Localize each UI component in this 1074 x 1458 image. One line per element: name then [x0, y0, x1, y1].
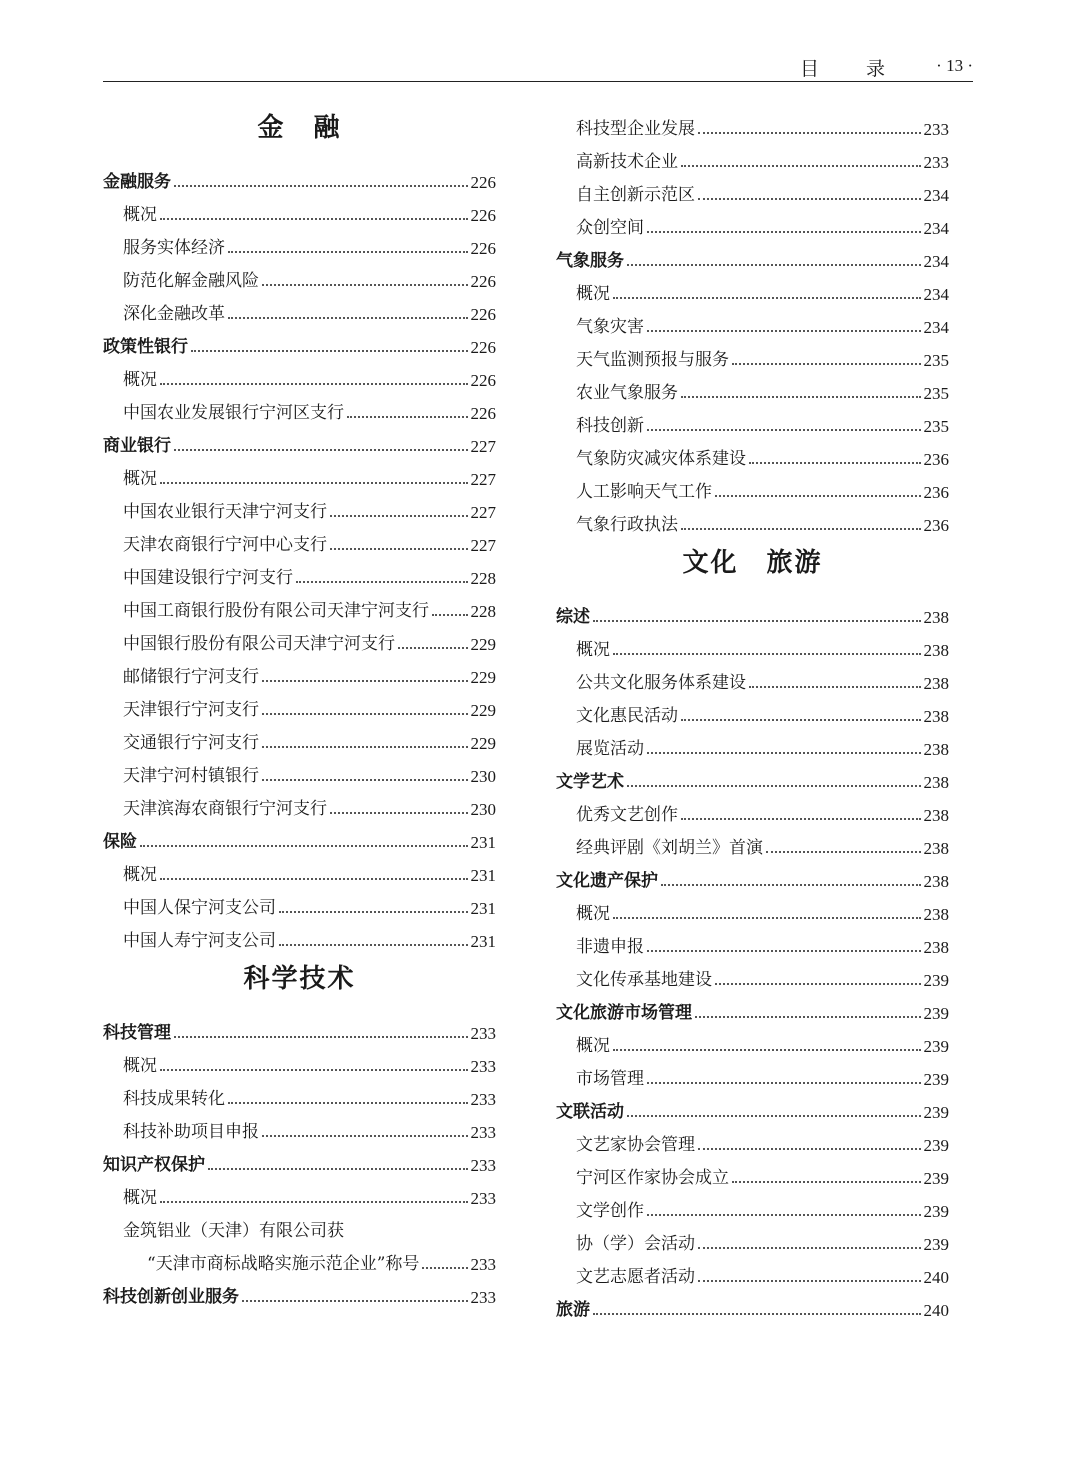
toc-entry[interactable] — [556, 143, 949, 171]
leader-dots — [732, 363, 921, 365]
page-ref: 239 — [923, 1136, 949, 1155]
toc-entry[interactable] — [103, 361, 496, 389]
page-ref: 229 — [470, 701, 496, 720]
entry-title: 气象行政执法 — [576, 515, 678, 535]
entry-title: 众创空间 — [576, 218, 644, 238]
page-ref: 233 — [470, 1156, 496, 1175]
entry-title: 科技成果转化 — [123, 1089, 225, 1109]
leader-dots — [766, 851, 921, 853]
leader-dots — [593, 620, 921, 622]
toc-entry[interactable] — [556, 440, 949, 468]
toc-entry[interactable] — [103, 262, 496, 290]
entry-title: 自主创新示范区 — [576, 185, 695, 205]
page-ref: 228 — [470, 602, 496, 621]
toc-entry[interactable] — [103, 625, 496, 653]
toc-entry[interactable] — [556, 961, 949, 989]
toc-entry[interactable] — [103, 1047, 496, 1075]
entry-title: 概况 — [576, 904, 610, 924]
page-ref: 233 — [923, 153, 949, 172]
toc-category-entry[interactable] — [556, 763, 949, 791]
leader-dots — [695, 1016, 921, 1018]
leader-dots — [160, 878, 468, 880]
entry-title: 文化旅游市场管理 — [556, 1003, 692, 1023]
leader-dots — [732, 1181, 921, 1183]
toc-entry[interactable] — [103, 229, 496, 257]
toc-entry[interactable] — [556, 1159, 949, 1187]
entry-title: 人工影响天气工作 — [576, 482, 712, 502]
toc-entry[interactable] — [103, 1179, 496, 1207]
leader-dots — [140, 845, 468, 847]
leader-dots — [627, 1115, 921, 1117]
leader-dots — [262, 713, 468, 715]
page-ref: 227 — [470, 470, 496, 489]
leader-dots — [228, 317, 468, 319]
entry-title: 综述 — [556, 607, 590, 627]
entry-title: 科技管理 — [103, 1023, 171, 1043]
entry-title: 保险 — [103, 832, 137, 852]
leader-dots — [749, 686, 921, 688]
entry-title: 中国工商银行股份有限公司天津宁河支行 — [123, 601, 429, 621]
leader-dots — [330, 548, 468, 550]
leader-dots — [613, 297, 921, 299]
toc-category-entry[interactable] — [103, 163, 496, 191]
page-ref: 226 — [470, 338, 496, 357]
entry-title: 文化惠民活动 — [576, 706, 678, 726]
entry-title: 旅游 — [556, 1300, 590, 1320]
leader-dots — [681, 396, 921, 398]
entry-title: 优秀文艺创作 — [576, 805, 678, 825]
entry-title: 中国农业发展银行宁河区支行 — [123, 403, 344, 423]
entry-title: 概况 — [576, 640, 610, 660]
toc-entry[interactable] — [103, 1080, 496, 1108]
leader-dots — [627, 264, 921, 266]
leader-dots — [330, 515, 468, 517]
toc-entry[interactable] — [556, 895, 949, 923]
page-ref: 238 — [923, 806, 949, 825]
leader-dots — [647, 1214, 921, 1216]
toc-entry[interactable] — [103, 757, 496, 785]
entry-title: 天津宁河村镇银行 — [123, 766, 259, 786]
entry-title: 概况 — [123, 1056, 157, 1076]
toc-category-entry[interactable] — [103, 1278, 496, 1306]
toc-entry[interactable] — [103, 394, 496, 422]
entry-title: 公共文化服务体系建设 — [576, 673, 746, 693]
entry-title: 交通银行宁河支行 — [123, 733, 259, 753]
entry-title: 金筑铝业（天津）有限公司获 — [123, 1221, 344, 1241]
section-title: 科学技术 — [243, 964, 356, 994]
leader-dots — [262, 1135, 468, 1137]
toc-entry[interactable] — [103, 1113, 496, 1141]
toc-category-entry[interactable] — [556, 1093, 949, 1121]
toc-entry[interactable] — [103, 295, 496, 323]
leader-dots — [279, 911, 468, 913]
toc-entry[interactable] — [556, 664, 949, 692]
entry-title: 服务实体经济 — [123, 238, 225, 258]
toc-entry[interactable] — [556, 928, 949, 956]
entry-title: 知识产权保护 — [103, 1155, 205, 1175]
toc-category-entry[interactable] — [103, 328, 496, 356]
page-ref: 226 — [470, 173, 496, 192]
page-ref: 238 — [923, 773, 949, 792]
entry-title: 农业气象服务 — [576, 383, 678, 403]
leader-dots — [613, 653, 921, 655]
header-title: 目 录 — [799, 58, 899, 80]
page-ref: 227 — [470, 536, 496, 555]
toc-entry[interactable] — [556, 275, 949, 303]
entry-title: 文联活动 — [556, 1102, 624, 1122]
entry-title: 天津滨海农商银行宁河支行 — [123, 799, 327, 819]
toc-entry[interactable] — [103, 592, 496, 620]
page-ref: 234 — [923, 186, 949, 205]
entry-title: 文艺志愿者活动 — [576, 1267, 695, 1287]
entry-title: 科技创新 — [576, 416, 644, 436]
toc-entry[interactable] — [556, 176, 949, 204]
toc-entry[interactable] — [103, 493, 496, 521]
page-ref: 235 — [923, 417, 949, 436]
page-ref: 238 — [923, 872, 949, 891]
page-ref: 233 — [470, 1255, 496, 1274]
entry-title: 文化遗产保护 — [556, 871, 658, 891]
leader-dots — [613, 1049, 921, 1051]
toc-category-entry[interactable] — [556, 598, 949, 626]
leader-dots — [160, 482, 468, 484]
toc-entry[interactable] — [103, 460, 496, 488]
entry-title: 概况 — [123, 1188, 157, 1208]
leader-dots — [262, 284, 468, 286]
toc-entry[interactable] — [556, 341, 949, 369]
page-ref: 239 — [923, 1235, 949, 1254]
leader-dots — [262, 680, 468, 682]
entry-title: 中国人保宁河支公司 — [123, 898, 276, 918]
toc-entry[interactable] — [556, 407, 949, 435]
leader-dots — [681, 165, 921, 167]
leader-dots — [627, 785, 921, 787]
entry-title: 概况 — [123, 370, 157, 390]
toc-entry[interactable] — [103, 856, 496, 884]
page-ref: 236 — [923, 450, 949, 469]
leader-dots — [160, 1201, 468, 1203]
leader-dots — [160, 383, 468, 385]
entry-title: 天气监测预报与服务 — [576, 350, 729, 370]
toc-category-entry[interactable] — [103, 1014, 496, 1042]
leader-dots — [422, 1267, 467, 1269]
page-ref: 233 — [470, 1189, 496, 1208]
toc-entry[interactable] — [556, 1192, 949, 1220]
page-ref: 226 — [470, 272, 496, 291]
toc-category-entry[interactable] — [556, 862, 949, 890]
leader-dots — [330, 812, 468, 814]
entry-title: 文学创作 — [576, 1201, 644, 1221]
toc-entry[interactable] — [103, 790, 496, 818]
page-ref: 231 — [470, 899, 496, 918]
page-ref: 238 — [923, 839, 949, 858]
toc-entry[interactable] — [556, 1126, 949, 1154]
page-ref: 235 — [923, 384, 949, 403]
page-ref: 234 — [923, 252, 949, 271]
page-ref: 233 — [470, 1024, 496, 1043]
page-ref: 234 — [923, 285, 949, 304]
leader-dots — [208, 1168, 468, 1170]
page-ref: 239 — [923, 1103, 949, 1122]
page-ref: 234 — [923, 219, 949, 238]
page-ref: 233 — [470, 1123, 496, 1142]
entry-title: 科技补助项目申报 — [123, 1122, 259, 1142]
section-title: 金 融 — [257, 113, 342, 143]
leader-dots — [698, 1280, 921, 1282]
page-ref: 239 — [923, 1004, 949, 1023]
page-ref: 236 — [923, 483, 949, 502]
toc-entry[interactable] — [103, 889, 496, 917]
toc-entry[interactable] — [556, 1225, 949, 1253]
leader-dots — [279, 944, 468, 946]
entry-title: 展览活动 — [576, 739, 644, 759]
leader-dots — [398, 647, 468, 649]
entry-title: 气象服务 — [556, 251, 624, 271]
entry-title: 市场管理 — [576, 1069, 644, 1089]
page-ref: 231 — [470, 932, 496, 951]
page-ref: 227 — [470, 437, 496, 456]
leader-dots — [174, 185, 468, 187]
page-ref: 238 — [923, 608, 949, 627]
page-ref: 230 — [470, 800, 496, 819]
page-ref: 226 — [470, 239, 496, 258]
entry-title: 宁河区作家协会成立 — [576, 1168, 729, 1188]
toc-category-entry[interactable] — [103, 427, 496, 455]
entry-title: “天津市商标战略实施示范企业”称号 — [147, 1254, 420, 1274]
entry-title: 概况 — [123, 469, 157, 489]
toc-entry[interactable] — [556, 730, 949, 758]
entry-title: 气象灾害 — [576, 317, 644, 337]
page-ref: 234 — [923, 318, 949, 337]
toc-category-entry[interactable] — [103, 1146, 496, 1174]
page-ref: 227 — [470, 503, 496, 522]
toc-entry[interactable] — [103, 658, 496, 686]
entry-title: 文学艺术 — [556, 772, 624, 792]
page-ref: 239 — [923, 971, 949, 990]
toc-entry[interactable] — [556, 1027, 949, 1055]
header-rule — [103, 81, 973, 82]
page-ref: 238 — [923, 905, 949, 924]
entry-title: 中国农业银行天津宁河支行 — [123, 502, 327, 522]
leader-dots — [242, 1300, 468, 1302]
page-ref: 231 — [470, 866, 496, 885]
page-ref: 238 — [923, 674, 949, 693]
page-ref: 239 — [923, 1037, 949, 1056]
entry-title: 概况 — [576, 284, 610, 304]
leader-dots — [647, 429, 921, 431]
page-ref: 226 — [470, 371, 496, 390]
page-ref: 226 — [470, 404, 496, 423]
entry-title: 科技型企业发展 — [576, 119, 695, 139]
entry-title: 经典评剧《刘胡兰》首演 — [576, 838, 763, 858]
leader-dots — [228, 1102, 468, 1104]
toc-entry[interactable] — [556, 374, 949, 402]
leader-dots — [160, 1069, 468, 1071]
leader-dots — [613, 917, 921, 919]
leader-dots — [681, 528, 921, 530]
entry-title: 政策性银行 — [103, 337, 188, 357]
entry-title: 中国建设银行宁河支行 — [123, 568, 293, 588]
toc-entry[interactable] — [103, 559, 496, 587]
toc-entry[interactable] — [556, 631, 949, 659]
page-ref: 239 — [923, 1202, 949, 1221]
leader-dots — [698, 1148, 921, 1150]
entry-title: 高新技术企业 — [576, 152, 678, 172]
leader-dots — [174, 449, 468, 451]
leader-dots — [647, 330, 921, 332]
leader-dots — [749, 462, 921, 464]
leader-dots — [347, 416, 468, 418]
toc-entry[interactable] — [556, 473, 949, 501]
page-ref: 239 — [923, 1169, 949, 1188]
toc-category-entry[interactable] — [556, 1291, 949, 1319]
page-header — [103, 54, 973, 78]
entry-title: 天津农商银行宁河中心支行 — [123, 535, 327, 555]
page-ref: 240 — [923, 1301, 949, 1320]
toc-entry[interactable] — [103, 1212, 496, 1240]
toc-entry[interactable] — [556, 110, 949, 138]
entry-title: 概况 — [576, 1036, 610, 1056]
page-ref: 235 — [923, 351, 949, 370]
page-ref: 229 — [470, 734, 496, 753]
toc-entry[interactable] — [103, 691, 496, 719]
leader-dots — [647, 950, 921, 952]
page-ref: 238 — [923, 641, 949, 660]
page-ref: 229 — [470, 635, 496, 654]
page-ref: 240 — [923, 1268, 949, 1287]
entry-title: 气象防灾减灾体系建设 — [576, 449, 746, 469]
leader-dots — [647, 752, 921, 754]
toc-category-entry[interactable] — [556, 994, 949, 1022]
entry-title: 邮储银行宁河支行 — [123, 667, 259, 687]
toc-category-entry[interactable] — [103, 823, 496, 851]
entry-title: 防范化解金融风险 — [123, 271, 259, 291]
toc-entry[interactable] — [103, 196, 496, 224]
page-ref: 226 — [470, 305, 496, 324]
entry-title: 深化金融改革 — [123, 304, 225, 324]
entry-title: 天津银行宁河支行 — [123, 700, 259, 720]
toc-entry[interactable] — [103, 922, 496, 950]
toc-entry[interactable] — [556, 1060, 949, 1088]
leader-dots — [661, 884, 921, 886]
leader-dots — [228, 251, 468, 253]
leader-dots — [681, 719, 921, 721]
toc-entry[interactable] — [556, 829, 949, 857]
toc-entry[interactable] — [556, 209, 949, 237]
page-ref: 238 — [923, 707, 949, 726]
leader-dots — [262, 779, 468, 781]
leader-dots — [698, 1247, 921, 1249]
page-number: · 13 · — [936, 56, 973, 75]
leader-dots — [681, 818, 921, 820]
page-ref: 236 — [923, 516, 949, 535]
section-title: 文化 旅游 — [682, 548, 823, 578]
toc-entry[interactable] — [556, 697, 949, 725]
toc-category-entry[interactable] — [556, 242, 949, 270]
leader-dots — [698, 132, 921, 134]
leader-dots — [647, 231, 921, 233]
entry-title: 金融服务 — [103, 172, 171, 192]
toc-entry[interactable] — [103, 1245, 496, 1273]
page-ref: 233 — [470, 1057, 496, 1076]
toc-entry[interactable] — [556, 506, 949, 534]
leader-dots — [296, 581, 468, 583]
leader-dots — [715, 983, 921, 985]
entry-title: 概况 — [123, 865, 157, 885]
entry-title: 文化传承基地建设 — [576, 970, 712, 990]
leader-dots — [647, 1082, 921, 1084]
leader-dots — [715, 495, 921, 497]
page-ref: 230 — [470, 767, 496, 786]
toc-entry[interactable] — [556, 308, 949, 336]
entry-title: 科技创新创业服务 — [103, 1287, 239, 1307]
leader-dots — [191, 350, 468, 352]
entry-title: 商业银行 — [103, 436, 171, 456]
toc-entry[interactable] — [556, 1258, 949, 1286]
toc-entry[interactable] — [556, 796, 949, 824]
page-ref: 228 — [470, 569, 496, 588]
leader-dots — [593, 1313, 921, 1315]
page-ref: 226 — [470, 206, 496, 225]
toc-entry[interactable] — [103, 724, 496, 752]
entry-title: 中国人寿宁河支公司 — [123, 931, 276, 951]
entry-title: 文艺家协会管理 — [576, 1135, 695, 1155]
leader-dots — [698, 198, 921, 200]
page-ref: 233 — [923, 120, 949, 139]
entry-title: 概况 — [123, 205, 157, 225]
entry-title: 中国银行股份有限公司天津宁河支行 — [123, 634, 395, 654]
page-ref: 231 — [470, 833, 496, 852]
leader-dots — [160, 218, 468, 220]
page-ref: 239 — [923, 1070, 949, 1089]
toc-entry[interactable] — [103, 526, 496, 554]
page-ref: 238 — [923, 740, 949, 759]
page-ref: 229 — [470, 668, 496, 687]
leader-dots — [432, 614, 468, 616]
page-ref: 233 — [470, 1288, 496, 1307]
leader-dots — [262, 746, 468, 748]
leader-dots — [174, 1036, 468, 1038]
entry-title: 协（学）会活动 — [576, 1234, 695, 1254]
page-ref: 238 — [923, 938, 949, 957]
page-ref: 233 — [470, 1090, 496, 1109]
entry-title: 非遗申报 — [576, 937, 644, 957]
